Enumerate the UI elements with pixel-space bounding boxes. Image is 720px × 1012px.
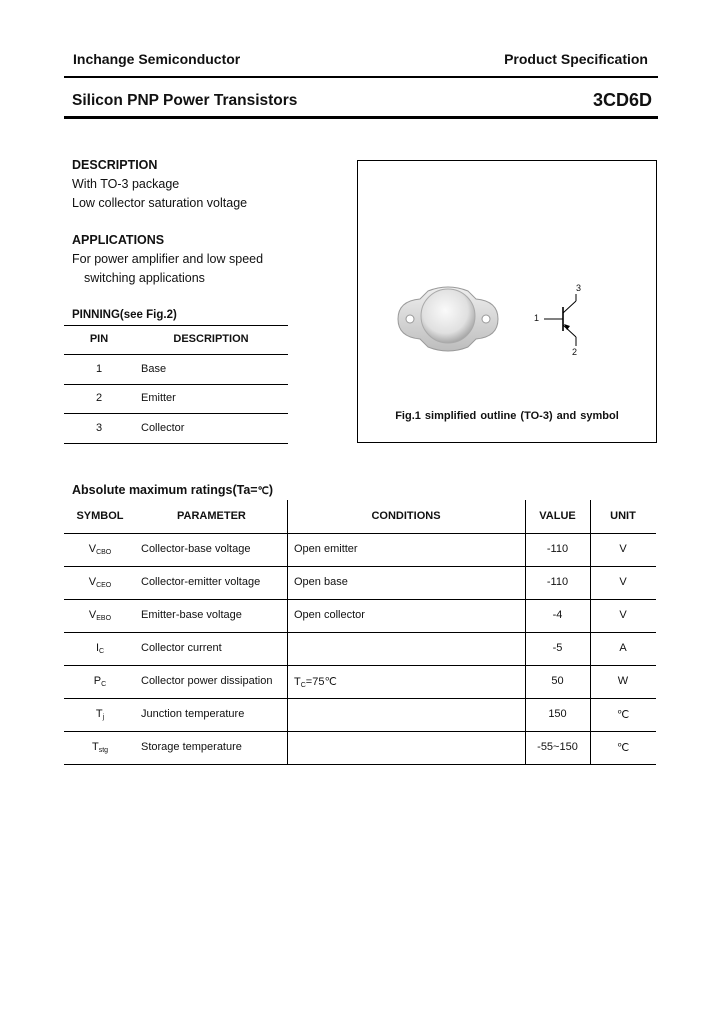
title-rule	[64, 116, 658, 119]
transistor-symbol-icon	[358, 161, 656, 442]
rating-symbol: $T_j$	[95, 708, 105, 721]
pinning-col-pin: PIN	[89, 333, 109, 345]
col-unit: UNIT	[610, 510, 636, 522]
col-conditions: CONDITIONS	[371, 510, 441, 522]
col-value: VALUE	[539, 510, 576, 522]
symbol-pin2-label: 2	[572, 347, 578, 357]
rating-parameter: Collector power dissipation	[141, 675, 273, 687]
pin-number: 1	[95, 363, 103, 375]
applications-line: switching applications	[84, 271, 205, 285]
rating-symbol: $P_C$	[93, 675, 107, 688]
part-number: 3CD6D	[592, 90, 652, 110]
rating-condition: $T_C=75℃$	[294, 676, 337, 689]
rating-symbol: $V_{CEO}$	[88, 576, 112, 589]
rating-condition: Open base	[294, 576, 348, 588]
symbol-pin3-label: 3	[576, 283, 582, 293]
rating-unit: ℃	[616, 742, 630, 754]
symbol-pin1-label: 1	[534, 313, 540, 323]
doc-title: Silicon PNP Power Transistors	[72, 92, 298, 109]
rating-parameter: Emitter-base voltage	[141, 609, 242, 621]
rating-value: -4	[552, 609, 563, 621]
applications-heading: APPLICATIONS	[72, 233, 165, 247]
pin-number: 2	[95, 392, 103, 404]
rating-unit: V	[619, 576, 627, 588]
rating-value: -110	[546, 543, 569, 555]
rating-parameter: Collector current	[141, 642, 222, 654]
applications-line: For power amplifier and low speed	[72, 252, 264, 266]
rating-value: 150	[548, 708, 567, 720]
rating-symbol: $V_{CBO}$	[88, 543, 112, 556]
pin-description: Base	[141, 363, 167, 375]
figure-box	[357, 160, 657, 443]
pin-description: Collector	[141, 422, 185, 434]
rating-unit: A	[619, 642, 627, 654]
rating-parameter: Junction temperature	[141, 708, 245, 720]
pinning-heading: PINNING(see Fig.2)	[72, 309, 177, 321]
rating-value: -110	[546, 576, 569, 588]
rating-unit: V	[619, 609, 627, 621]
rating-parameter: Collector-emitter voltage	[141, 576, 261, 588]
pin-number: 3	[95, 422, 103, 434]
rating-value: -55~150	[537, 741, 578, 753]
spec-label: Product Specification	[504, 51, 648, 67]
description-heading: DESCRIPTION	[72, 158, 158, 172]
rating-condition: Open collector	[294, 609, 365, 621]
rating-unit: V	[619, 543, 627, 555]
description-item: With TO-3 package	[72, 177, 180, 191]
col-parameter: PARAMETER	[177, 510, 246, 522]
rating-parameter: Collector-base voltage	[141, 543, 251, 555]
rating-unit: ℃	[616, 709, 630, 721]
pinning-col-desc: DESCRIPTION	[173, 333, 249, 345]
figure-caption: Fig.1 simplified outline (TO-3) and symbol	[395, 410, 619, 422]
company-name: Inchange Semiconductor	[73, 51, 241, 67]
header-rule	[64, 76, 658, 78]
rating-symbol: $I_C$	[95, 642, 105, 655]
ratings-heading: Absolute maximum ratings(Ta=℃)	[72, 483, 273, 497]
rating-symbol: $T_{stg}$	[91, 741, 109, 754]
col-symbol: SYMBOL	[76, 510, 124, 522]
rating-unit: W	[617, 675, 629, 687]
pin-description: Emitter	[141, 392, 176, 404]
rating-value: -5	[552, 642, 563, 654]
rating-condition: Open emitter	[294, 543, 358, 555]
rating-value: 50	[551, 675, 564, 687]
rating-parameter: Storage temperature	[141, 741, 242, 753]
rating-symbol: $V_{EBO}$	[88, 609, 112, 622]
description-item: Low collector saturation voltage	[72, 196, 248, 210]
